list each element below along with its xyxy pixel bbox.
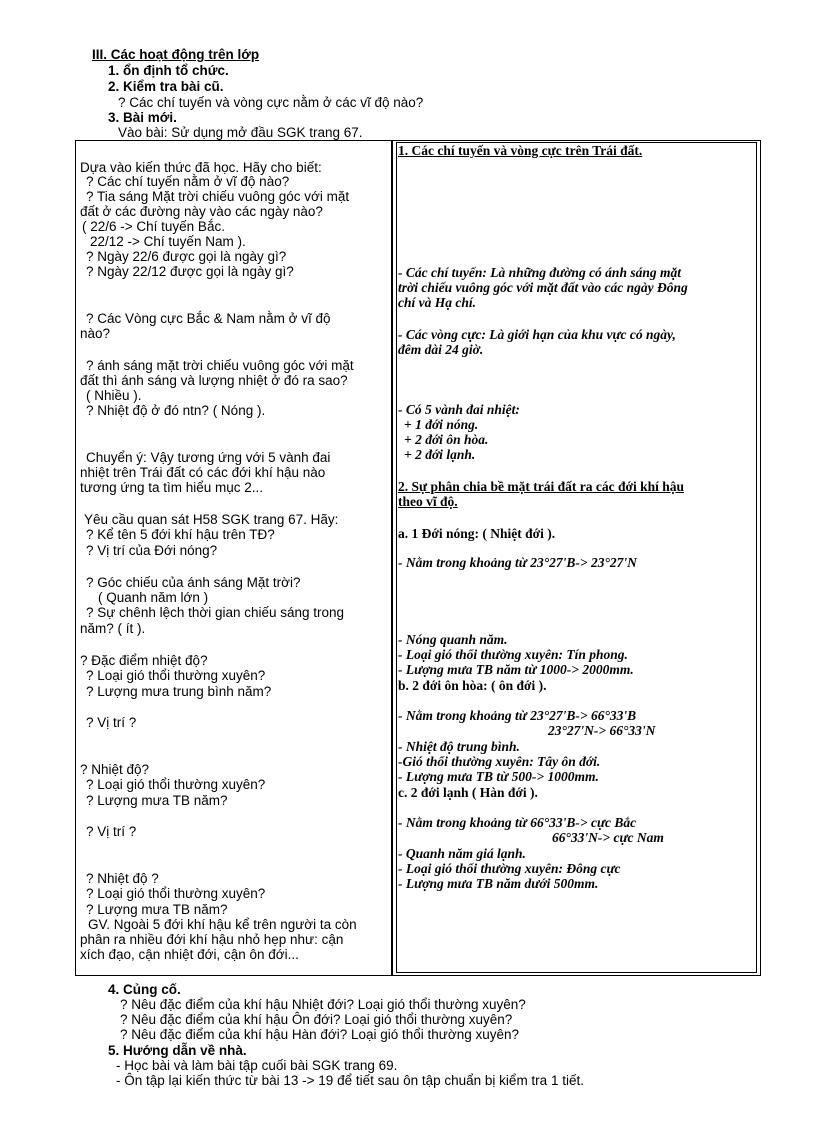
left-line: ? Lượng mưa trung bình năm? [86, 684, 272, 699]
left-line: ? Loại gió thổi thường xuyên? [86, 886, 266, 901]
right-line: 66°33'N-> cực Nam [552, 830, 664, 845]
heading-kiem-tra: 2. Kiểm tra bài cũ. [108, 79, 224, 94]
right-line: - Lượng mưa TB năm dưới 500mm. [398, 876, 599, 891]
left-line: ( 22/6 -> Chí tuyến Bắc. [82, 219, 225, 234]
left-line: ? Nhiệt độ ở đó ntn? ( Nóng ). [86, 403, 266, 418]
right-heading-1: 1. Các chí tuyến và vòng cực trên Trái đất. [398, 143, 643, 158]
left-line: Yêu cầu quan sát H58 SGK trang 67. Hãy: [84, 512, 339, 527]
right-line: - Lượng mưa TB năm từ 1000-> 2000mm. [398, 662, 634, 677]
right-line: chí và Hạ chí. [398, 295, 476, 310]
right-line: - Nằm trong khoảng từ 23°27'B-> 66°33'B [398, 708, 637, 723]
right-line: - Loại gió thổi thường xuyên: Đông cực [398, 861, 621, 876]
heading-bai-moi: 3. Bài mới. [108, 110, 177, 125]
review-question: ? Nêu đặc điểm của khí hậu Hàn đới? Loại gió thổi thường xuyên? [120, 1027, 519, 1042]
left-line: phân ra nhiều đới khí hậu nhỏ hẹp như: cận [80, 932, 344, 947]
right-line: + 2 đới ôn hòa. [404, 432, 489, 447]
right-line: - Quanh năm giá lạnh. [398, 846, 526, 861]
left-line: ? ánh sáng mặt trời chiếu vuông góc với mặt [86, 358, 354, 373]
right-subheading-b: b. 2 đới ôn hòa: ( ôn đới ). [398, 678, 547, 693]
left-line: ? Nhiệt độ ? [86, 871, 159, 886]
left-line: ( Nhiều ). [86, 388, 142, 403]
left-line: xích đạo, cận nhiệt đới, cận ôn đới... [80, 947, 299, 962]
review-question: ? Các chí tuyến và vòng cực nằm ở các vĩ độ nào? [118, 95, 424, 110]
left-line: ( Quanh năm lớn ) [98, 590, 209, 605]
right-line: - Loại gió thổi thường xuyên: Tín phong. [398, 647, 628, 662]
left-line: ? Nhiệt độ? [80, 762, 150, 777]
right-line: - Các chí tuyến: Là những đường có ánh sáng mặt [398, 265, 681, 280]
heading-huong-dan: 5. Hướng dẫn về nhà. [108, 1043, 247, 1058]
right-subheading-a: a. 1 Đới nóng: ( Nhiệt đới ). [398, 526, 556, 541]
left-line: tương ứng ta tìm hiểu mục 2... [80, 480, 264, 495]
intro-text: Vào bài: Sử dụng mở đầu SGK trang 67. [118, 125, 363, 140]
heading-cung-co: 4. Củng cố. [108, 982, 181, 997]
left-line: nào? [80, 326, 111, 341]
left-line: ? Ngày 22/6 được gọi là ngày gì? [86, 249, 287, 264]
left-line: ? Vị trí của Đới nóng? [86, 543, 218, 558]
right-line: - Nóng quanh năm. [398, 632, 508, 647]
review-question: ? Nêu đặc điểm của khí hậu Nhiệt đới? Loại gió thổi thường xuyên? [120, 997, 526, 1012]
left-line: ? Các Vòng cực Bắc & Nam nằm ở vĩ độ [86, 311, 331, 326]
left-line: ? Loại gió thổi thường xuyên? [86, 668, 266, 683]
right-line: + 2 đới lạnh. [404, 447, 476, 462]
left-line: ? Đặc điểm nhiệt độ? [80, 653, 208, 668]
right-line: - Có 5 vành đai nhiệt: [398, 402, 520, 417]
left-line: ? Sự chênh lệch thời gian chiếu sáng trong [86, 605, 345, 620]
left-line: ? Góc chiếu của ánh sáng Mặt trời? [86, 575, 301, 590]
right-line: 23°27'N-> 66°33'N [548, 723, 656, 738]
homework-line: - Ôn tập lại kiến thức từ bài 13 -> 19 để tiết sau ôn tập chuẩn bị kiểm tra 1 tiết. [116, 1073, 584, 1088]
right-line: + 1 đới nóng. [404, 417, 479, 432]
left-line: ? Vị trí ? [86, 715, 137, 730]
right-line: - Lượng mưa TB từ 500-> 1000mm. [398, 769, 599, 784]
left-line: GV. Ngoài 5 đới khí hậu kể trên người ta còn [88, 917, 357, 932]
review-question: ? Nêu đặc điểm của khí hậu Ôn đới? Loại gió thổi thường xuyên? [120, 1012, 513, 1027]
left-line: 22/12 -> Chí tuyến Nam ). [90, 234, 246, 249]
left-line: ? Vị trí ? [86, 824, 137, 839]
left-line: năm? ( ít ). [80, 621, 146, 636]
left-line: ? Tia sáng Mặt trời chiếu vuông góc với mặt [86, 189, 350, 204]
right-line: trời chiếu vuông góc với mặt đất vào các ngày Đông [398, 280, 688, 295]
column-divider [391, 140, 393, 976]
left-line: ? Kể tên 5 đới khí hậu trên TĐ? [86, 527, 275, 542]
right-line: - Nằm trong khoảng từ 23°27'B-> 23°27'N [398, 555, 637, 570]
left-line: Chuyển ý: Vậy tương ứng với 5 vành đai [86, 450, 331, 465]
left-line: đất thì ánh sáng và lượng nhiệt ở đó ra sao? [80, 373, 348, 388]
left-line: ? Ngày 22/12 được gọi là ngày gì? [86, 264, 294, 279]
left-line: ? Lượng mưa TB năm? [86, 793, 228, 808]
left-line: Dựa vào kiến thức đã học. Hãy cho biết: [80, 160, 322, 175]
left-line: ? Lượng mưa TB năm? [86, 902, 228, 917]
left-line: ? Loại gió thổi thường xuyên? [86, 777, 266, 792]
right-line: -Gió thổi thường xuyên: Tây ôn đới. [398, 754, 601, 769]
right-heading-2: 2. Sự phân chia bề mặt trái đất ra các đới khí hậu [398, 479, 684, 494]
right-line: đêm dài 24 giờ. [398, 342, 484, 357]
left-line: đất ở các đường này vào các ngày nào? [80, 204, 323, 219]
heading-on-dinh: 1. ổn định tổ chức. [108, 63, 229, 78]
homework-line: - Học bài và làm bài tập cuối bài SGK trang 69. [116, 1058, 398, 1073]
section-title: III. Các hoạt động trên lớp [92, 47, 260, 62]
left-line: ? Các chí tuyến nằm ở vĩ độ nào? [86, 174, 290, 189]
right-line: - Nằm trong khoảng từ 66°33'B-> cực Bắc [398, 815, 637, 830]
left-line: nhiệt trên Trái đất có các đới khí hậu nào [80, 465, 326, 480]
right-subheading-c: c. 2 đới lạnh ( Hàn đới ). [398, 785, 538, 800]
right-line: - Các vòng cực: Là giới hạn của khu vực có ngày, [398, 327, 676, 342]
right-heading-2-cont: theo vĩ độ. [398, 494, 458, 509]
right-line: - Nhiệt độ trung bình. [398, 739, 520, 754]
